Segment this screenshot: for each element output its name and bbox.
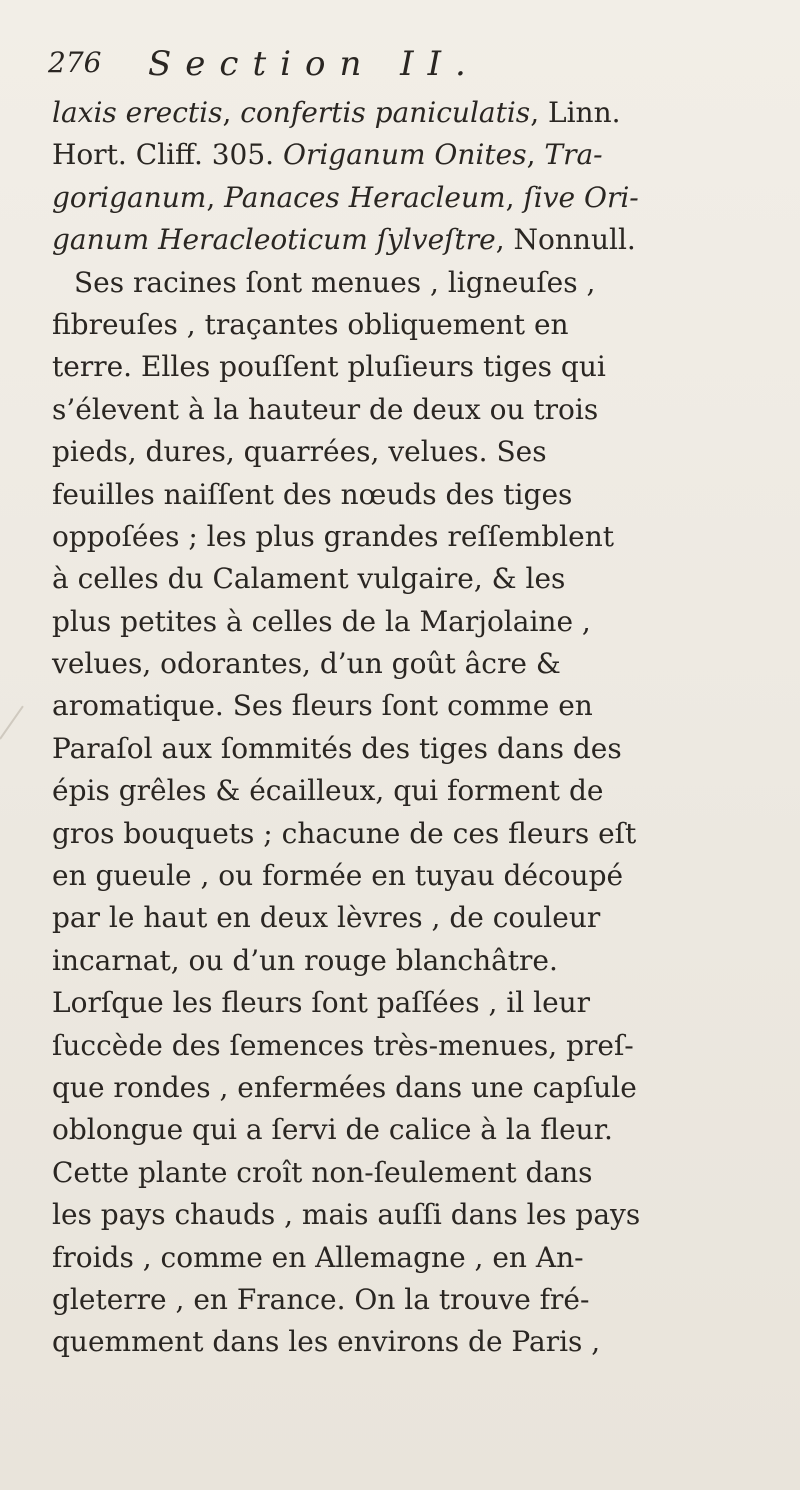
text-line <box>52 346 772 388</box>
text-segment: oblongue qui a ſervi de calice à la fleur. <box>52 1113 613 1147</box>
body-text <box>52 92 772 1364</box>
italic-text-segment: confertis paniculatis <box>240 96 531 129</box>
text-line <box>52 1109 772 1151</box>
italic-text-segment: Origanum Onites <box>283 138 527 172</box>
text-segment: les pays chauds , mais auſſi dans les pays <box>52 1198 641 1232</box>
text-line <box>52 1194 772 1236</box>
text-segment: aromatique. Ses fleurs ſont comme en <box>52 689 593 723</box>
page-number: 276 <box>48 46 102 79</box>
text-segment: Hort. Cliff. 305. <box>52 138 283 172</box>
text-line <box>52 389 772 431</box>
text-segment: Ses racines ſont menues , ligneuſes , <box>74 265 596 299</box>
text-line <box>52 134 772 176</box>
text-line <box>52 219 772 261</box>
section-heading: Section II. <box>148 44 480 84</box>
text-segment: , Linn. <box>530 96 621 129</box>
text-segment: que rondes , enfermées dans une capſule <box>52 1070 637 1104</box>
italic-text-segment: Panaces Heracleum <box>224 180 506 214</box>
italic-text-segment: Tra- <box>544 138 603 172</box>
italic-text-segment: laxis erectis <box>52 96 223 129</box>
text-segment: terre. Elles pouſſent pluſieurs tiges qui <box>52 350 606 384</box>
text-segment: , <box>222 96 241 129</box>
text-line <box>52 1025 772 1067</box>
text-line <box>52 431 772 473</box>
text-line <box>52 643 772 685</box>
text-segment: Paraſol aux ſommités des tiges dans des <box>52 731 622 765</box>
text-segment: froids , comme en Allemagne , en An- <box>52 1240 584 1274</box>
italic-text-segment: ganum Heracleoticum ſylveſtre <box>52 223 496 257</box>
text-segment: en gueule , ou formée en tuyau découpé <box>52 859 624 893</box>
text-segment: à celles du Calament vulgaire, & les <box>52 562 566 596</box>
text-segment: Cette plante croît non-ſeulement dans <box>52 1155 593 1189</box>
text-line <box>52 1152 772 1194</box>
text-segment: gleterre , en France. On la trouve fré- <box>52 1282 590 1316</box>
text-segment: , <box>505 180 524 214</box>
text-segment: ſuccède des ſemences très-menues, preſ- <box>52 1028 634 1062</box>
text-segment: , <box>206 180 225 214</box>
running-header <box>48 44 688 94</box>
italic-text-segment: goriganum <box>52 180 207 214</box>
text-segment: s’élevent à la hauteur de deux ou trois <box>52 392 599 426</box>
text-line <box>52 813 772 855</box>
text-segment: incarnat, ou d’un rouge blanchâtre. <box>52 943 558 977</box>
text-segment: épis grêles & écailleux, qui forment de <box>52 774 604 808</box>
text-line <box>52 982 772 1024</box>
margin-mark <box>0 706 24 740</box>
text-line <box>52 940 772 982</box>
text-line <box>52 728 772 770</box>
text-line <box>52 558 772 600</box>
text-segment: gros bouquets ; chacune de ces fleurs eſt <box>52 816 637 850</box>
text-segment: plus petites à celles de la Marjolaine , <box>52 604 591 638</box>
text-line <box>52 474 772 516</box>
text-segment: oppoſées ; les plus grandes reſſemblent <box>52 519 614 553</box>
text-line <box>52 1067 772 1109</box>
text-line <box>52 770 772 812</box>
text-line <box>52 855 772 897</box>
text-segment: quemment dans les environs de Paris , <box>52 1325 601 1359</box>
text-line <box>52 177 772 219</box>
text-segment: pieds, dures, quarrées, velues. Ses <box>52 435 547 469</box>
text-line <box>52 92 772 134</box>
text-line <box>52 304 772 346</box>
text-line <box>52 1279 772 1321</box>
text-line <box>52 601 772 643</box>
text-line <box>52 685 772 727</box>
text-line <box>52 1321 772 1363</box>
text-line <box>52 262 772 304</box>
text-line <box>52 897 772 939</box>
text-segment: velues, odorantes, d’un goût âcre & <box>52 647 561 681</box>
text-line <box>52 1237 772 1279</box>
text-segment: , <box>526 138 545 172</box>
text-segment: feuilles naiſſent des nœuds des tiges <box>52 477 573 511</box>
text-segment: fibreuſes , traçantes obliquement en <box>52 307 569 341</box>
text-segment: , Nonnull. <box>495 223 636 257</box>
italic-text-segment: ſive Ori- <box>523 180 639 214</box>
text-line <box>52 516 772 558</box>
text-segment: par le haut en deux lèvres , de couleur <box>52 901 601 935</box>
text-segment: Lorſque les fleurs ſont paſſées , il leur <box>52 986 591 1020</box>
